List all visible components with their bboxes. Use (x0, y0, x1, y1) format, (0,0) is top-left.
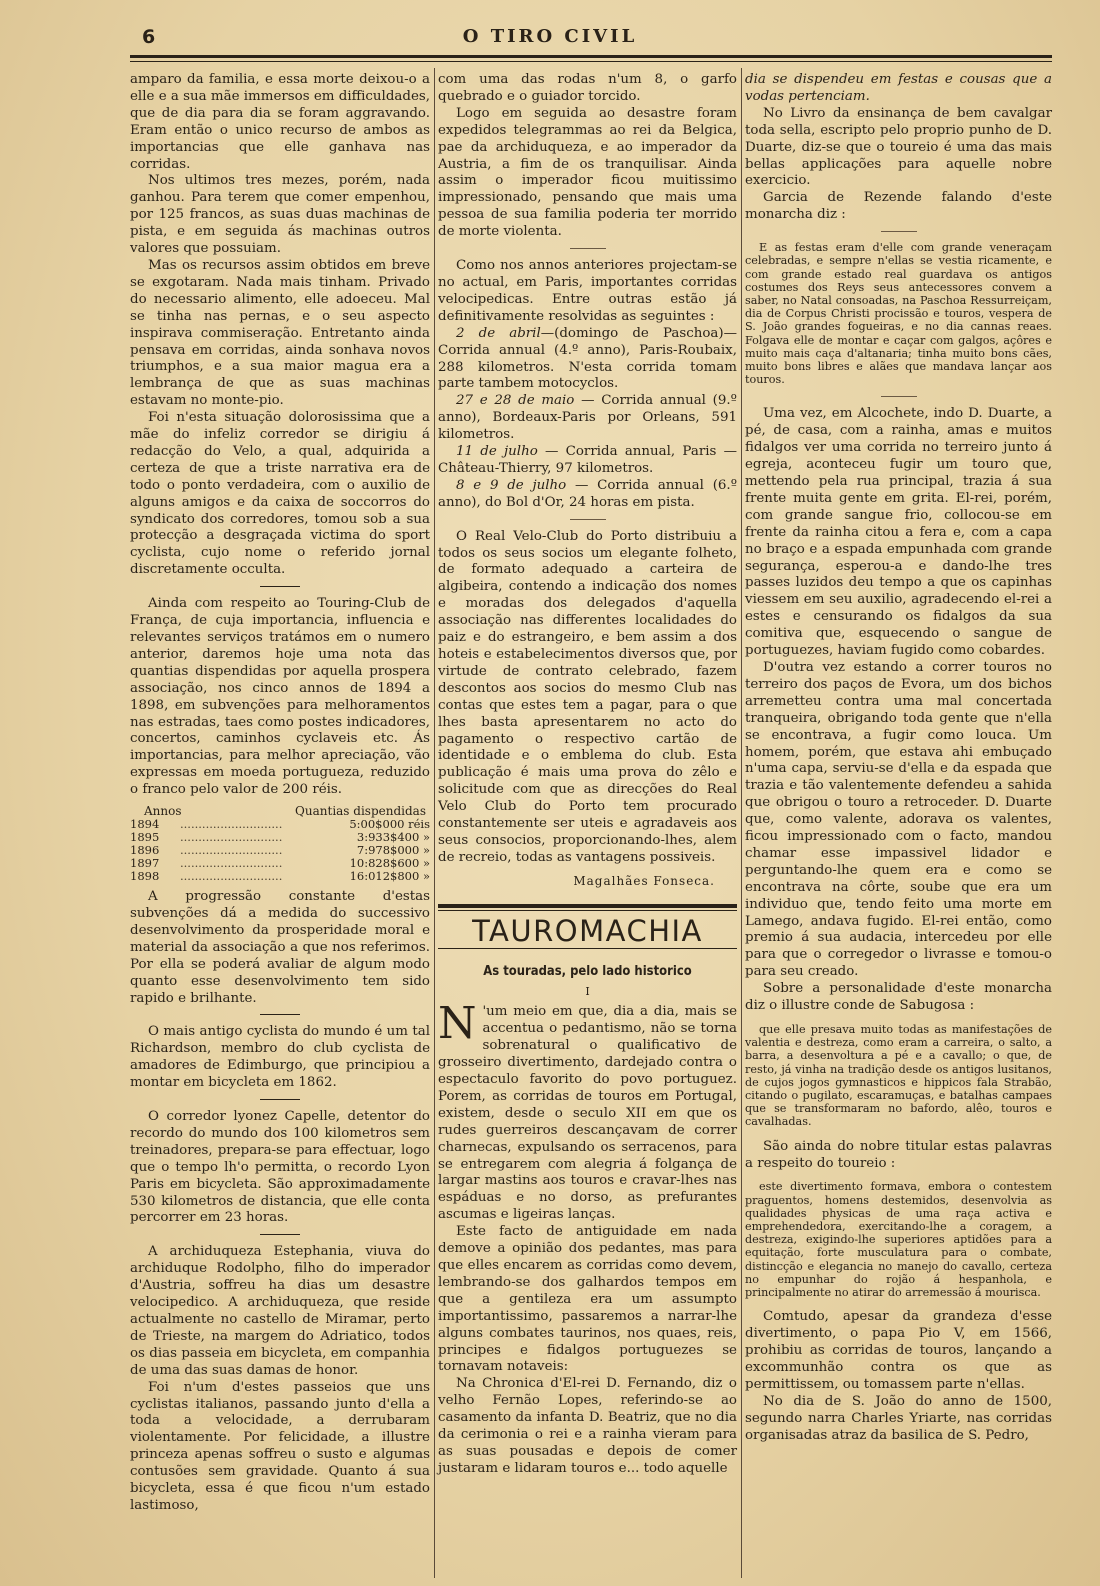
paragraph: com uma das rodas n'um 8, o garfo quebrado e o guiador torcido. (438, 72, 737, 104)
race-text: — Corrida annual, Paris — Château-Thierry, 97 kilometros. (438, 444, 738, 476)
table-cell-amount: 5:00$000 réis (349, 817, 430, 832)
paragraph: Como nos annos anteriores projectam-se no actual, em Paris, importantes corridas velocipedicas. Entre outras estão já definitivamente resolvidas as seguintes : (438, 258, 737, 324)
race-text: —(domingo de Paschoa)—Corrida annual (4.º anno), Paris-Roubaix, 288 kilometros. N'esta corrida tomam parte tambem motocyclos. (438, 325, 737, 392)
paragraph (745, 72, 1052, 106)
paragraph: Sobre a personalidade d'este monarcha diz o illustre conde de Sabugosa : (745, 981, 1052, 1014)
separator-rule (881, 231, 917, 232)
paragraph: A progressão constante d'estas subvenções dá a medida do successivo desenvolvimento da prosperidade moral e material da associação a que nos referimos. Por ella se poderá avaliar de algum modo quanto esse desenvolvimento tem sido rapido e brilhante. (130, 889, 430, 1006)
race-date: 8 e 9 de julho (456, 477, 567, 493)
paragraph: O mais antigo cyclista do mundo é um tal Richardson, membro do club cyclista de amadores de Edimburgo, que principiou a montar em bicycleta em 1862. (130, 1024, 430, 1091)
paragraph: Garcia de Rezende falando d'este monarcha diz : (745, 190, 1052, 223)
paragraph: Comtudo, apesar da grandeza d'esse divertimento, o papa Pio V, em 1566, prohibiu as corridas de touros, lançando a excommunhão contra os que as permittissem, ou tomassem parte n'ellas. (745, 1309, 1052, 1392)
header-rule (130, 55, 1052, 62)
paragraph: D'outra vez estando a correr touros no terreiro dos paços de Evora, um dos bichos arremetteu contra uma mal concertada tranqueira, obrigando toda gente que n'ella se encontrava, a fugir como louca. Um homem, porém, que estava ahi embuçado n'uma capa, serviu-se d'ella e da espada que trazia e tão valentemente defendeu a sahida que obrigou o touro a retroceder. D. Duarte que, como valente, adorava os valentes, ficou impressionado com o facto, mandou chamar esse impassivel lidador e perguntando-lhe quem era e como se encontrava na côrte, soube que era um individuo que, tendo feito uma morte em Lamego, andava fugido. El-rei então, como premio á sua audacia, intercedeu por elle para que o corregedor o livrasse e tomou-o para seu creado. (745, 659, 1052, 980)
paragraph: O corredor lyonez Capelle, detentor do recordo do mundo dos 100 kilometros sem treinadores, prepara-se para effectuar, logo que o tempo lh'o permitta, o recordo Lyon Paris em bicycleta. São approximadamente 530 kilometros de distancia, que elle conta percorrer em 23 horas. (130, 1109, 430, 1226)
separator-rule (260, 586, 300, 587)
block-quote (745, 1180, 1052, 1299)
table-cell-year: 1897 (130, 856, 160, 871)
column-1 (130, 72, 430, 1515)
table-row (130, 870, 430, 883)
table-cell-year: 1896 (130, 843, 160, 858)
paragraph: Na Chronica d'El-rei D. Fernando, diz o velho Fernão Lopes, referindo-se ao casamento da infanta D. Beatriz, que no dia da cerimonia o rei e a rainha vieram para as suas pousadas e depois de comer justaram e lidaram touros e... todo aquelle (438, 1376, 737, 1476)
race-item (438, 393, 737, 444)
table-cell-amount: 10:828$600 » (349, 856, 430, 871)
author-signature: Magalhães Fonseca. (573, 873, 715, 888)
paragraph: Ainda com respeito ao Touring-Club de França, de cuja importancia, influencia e relevantes serviços tratámos em o numero anterior, daremos hoje uma nota das quantias dispendidas por aquella prospera associação, nos cinco annos de 1894 a 1898, em subvenções para melhoramentos nas estradas, taes como postes indicadores, concertos, caminhos cyclaveis etc. Ás importancias, para melhor apreciação, vão expressas em moeda portugueza, reduzido o franco pelo valor de 200 réis. (130, 596, 430, 798)
table-header-amounts: Quantias dispendidas (295, 804, 426, 819)
subsidies-table (130, 805, 430, 883)
quote-text: que elle presava muito todas as manifestações de valentia e destreza, como eram a carreira, o salto, a barra, a desenvoltura a pé e a cavallo; o que, de resto, já vinha na tradição desde os antigos lusitanos, de cujos jogos gymnasticos e hippicos fala Strabão, citando o pugilato, escaramuças, e batalhas campaes que se transformaram no bafordo, alêo, touros e cavalhadas. (745, 1023, 1052, 1129)
paragraph-text: dia se dispendeu em festas e cousas que a vodas pertenciam. (745, 72, 1052, 104)
table-header-years: Annos (144, 804, 182, 819)
race-item (438, 444, 737, 478)
title-rule (438, 948, 737, 949)
block-quote (745, 1023, 1052, 1129)
separator-rule (881, 396, 917, 397)
quote-text: E as festas eram d'elle com grande veneraçam celebradas, e sempre n'ellas se vestia ricamente, e com grande estado real guardava os antigos costumes dos Reys seus antecessores convem a saber, no Natal consoadas, na Paschoa Ressurreiçam, dia de Corpus Christi procissão e touros, vespera de S. João grandes fogueiras, e no dia cannas reaes. Folgava elle de montar e caçar com galgos, açôres e muito mais caça d'altanaria; tinha muito bons cães, muito bons libres e alães que mandava lançar aos touros. (745, 241, 1052, 387)
section-title: TAUROMACHIA (472, 913, 703, 948)
race-item (438, 478, 737, 512)
table-cell-dots: ............................ (180, 870, 283, 884)
table-cell-amount: 3:933$400 » (356, 830, 430, 845)
column-divider (434, 68, 435, 1578)
column-3 (745, 72, 1052, 1445)
drop-cap: N (438, 998, 477, 1050)
block-quote (745, 241, 1052, 386)
paragraph: Foi n'esta situação dolorosissima que a mãe do infeliz corredor se dirigiu á redacção do Velo, a qual, adquirida a certeza de que a triste narrativa era de todo o ponto verdadeira, com o auxilio de alguns amigos e da caixa de soccorros do syndicato dos corredores, tomou sob a sua protecção a desgraçada victima do sport cyclista, cujo nome o referido jornal discretamente occulta. (130, 410, 430, 578)
quote-text: este divertimento formava, embora o contestem praguentos, homens destemidos, desenvolvia as qualidades physicas de uma raça activa e emprehendedora, exercitando-lhe a coragem, a destreza, exigindo-lhe superiores aptidões para a equitação, forte musculatura para o combate, distincção e elegancia no manejo do cavallo, certeza no empunhar do rojão á hespanhola, e principalmente no atirar do arremessão á mourisca. (745, 1180, 1052, 1300)
separator-rule (260, 1234, 300, 1235)
table-cell-amount: 16:012$800 » (349, 869, 430, 884)
race-date: 2 de abril (456, 325, 541, 341)
paragraph: Foi n'um d'estes passeios que uns cyclistas italianos, passando junto d'ella a toda a velocidade, a derrubaram violentamente. Por felicidade, a illustre princeza apenas soffreu o susto e algumas contusões sem gravidade. Quanto á sua bicycleta, essa é que ficou n'um estado lastimoso, (130, 1379, 430, 1513)
separator-rule (260, 1014, 300, 1015)
paragraph: Este facto de antiguidade em nada demove a opinião dos pedantes, mas para que elles encarem as corridas como devem, lembrando-se dos galhardos tempos em que a gentileza era um assumpto importantissimo, passaremos a narrar-lhe alguns combates taurinos, nos quaes, reis, principes e fidalgos portuguezes se tornavam notaveis: (438, 1224, 737, 1375)
race-item (438, 326, 737, 394)
paragraph: No dia de S. João do anno de 1500, segundo narra Charles Yriarte, nas corridas organisadas atraz da basilica de S. Pedro, (745, 1393, 1052, 1443)
paragraph: A archiduqueza Estephania, viuva do archiduque Rodolpho, filho do imperador d'Austria, soffreu ha dias um desastre velocipedico. A archiduqueza, que reside actualmente no castello de Miramar, perto de Trieste, na margem do Adriatico, todos os dias passeia em bicycleta, em companhia de uma das suas damas de honor. (130, 1244, 430, 1378)
separator-rule (570, 519, 606, 520)
paragraph: Nos ultimos tres mezes, porém, nada ganhou. Para terem que comer empenhou, por 125 francos, as suas duas machinas de pista, e em seguida ás machinas outros valores que possuiam. (130, 173, 430, 257)
table-cell-year: 1895 (130, 830, 160, 845)
paragraph: São ainda do nobre titular estas palavras a respeito do toureio : (745, 1138, 1052, 1171)
race-text: — Corrida annual (6.º anno), do Bol d'Or, 24 horas em pista. (438, 477, 737, 510)
table-cell-year: 1894 (130, 817, 160, 832)
table-cell-dots: ............................ (180, 831, 283, 845)
section-rule (438, 904, 737, 911)
part-number: I (585, 984, 590, 998)
paragraph: amparo da familia, e essa morte deixou-o a elle e a sua mãe immersos em difficuldades, que de dia para dia se foram aggravando. Eram então o unico recurso de ambos as importancias que elle ganhava nas corridas. (130, 72, 430, 172)
race-date: 11 de julho (456, 444, 538, 460)
table-cell-amount: 7:978$000 » (356, 843, 430, 858)
article-subheading: As touradas, pelo lado historico (483, 962, 692, 979)
paragraph: O Real Velo-Club do Porto distribuiu a todos os seus socios um elegante folheto, de formato adequado a carteira de algibeira, contendo a indicação dos nomes e moradas dos delegados d'aquella associação nas differentes localidades do paiz e do estrangeiro, e bem assim a dos hoteis e estabelecimentos diversos que, por virtude de contrato celebrado, fazem descontos aos socios do mesmo Club nas contas que estes tem a pagar, para o que lhes basta apresentarem no acto do pagamento o respectivo cartão de identidade e o emblema do club. Esta publicação é mais uma prova do zêlo e solicitude com que as direcções do Real Velo Club do Porto tem procurado constantemente ser uteis e agradaveis aos seus consocios, proporcionando-lhes, alem de recreio, todas as vantagens possiveis. (438, 528, 737, 865)
page-number: 6 (142, 26, 156, 48)
column-2 (438, 72, 737, 1478)
paragraph: Mas os recursos assim obtidos em breve se exgotaram. Nada mais tinham. Privado do necessario alimento, elle adoeceu. Mal se tinha nas pernas, e o seu aspecto inspirava commiseração. Entretanto ainda pensava em corridas, ainda sonhava novos triumphos, e a sua maior magua era a lembrança de que as suas machinas estavam no monte-pio. (130, 257, 430, 409)
separator-rule (260, 1099, 300, 1100)
paragraph-text: 'um meio em que, dia a dia, mais se accentua o pedantismo, não se torna sobrenatural o qualificativo de grosseiro divertimento, dardejado contra o espectaculo favorito do povo portuguez. Porem, as corridas de touros em Portugal, existem, desde o seculo XII em que os rudes guerreiros descançavam de correr charnecas, expulsando os serracenos, para se entregarem com alegria á folgança de largar mastins aos touros e cravar-lhes nas espáduas e no dorso, as prefurantes ascumas e ligeiras lanças. (438, 1004, 737, 1223)
paragraph: Uma vez, em Alcochete, indo D. Duarte, a pé, de casa, com a rainha, amas e muitos fidalgos ver uma corrida no terreiro junto á egreja, aconteceu fugir um touro que, mettendo pela rua principal, trazia á sua frente muita gente em grita. El-rei, porém, com grande sangue frio, collocou-se em frente da rainha citou a fera e, com a capa no braço e a espada empunhada com grande segurança, esperou-a e dando-lhe tres passes luzidos deu tempo a que os capinhas viessem em seu auxilio, agradecendo el-rei a estes e censurando os fidalgos da sua comitiva que, esquecendo o sangue de portuguezes, haviam fugido como cobardes. (745, 406, 1052, 659)
race-date: 27 e 28 de maio (456, 393, 575, 409)
paragraph: No Livro da ensinança de bem cavalgar toda sella, escripto pelo proprio punho de D. Duarte, diz-se que o toureio é uma das mais bellas applicações para aquelle nobre exercicio. (745, 105, 1052, 189)
race-text: — Corrida annual (9.º anno), Bordeaux-Paris por Orleans, 591 kilometros. (438, 393, 737, 443)
table-cell-dots: ............................ (180, 844, 283, 858)
masthead: O TIRO CIVIL (462, 26, 638, 47)
paragraph (438, 998, 737, 1224)
column-divider (741, 68, 742, 1578)
paragraph: Logo em seguida ao desastre foram expedidos telegrammas ao rei da Belgica, pae da archiduqueza, e ao imperador da Austria, a fim de os tranquilisar. Ainda assim o imperador ficou muitissimo impressionado, pensando que mais uma pessoa de sua familia poderia ter morrido de morte violenta. (438, 105, 737, 240)
separator-rule (570, 248, 606, 249)
table-cell-dots: ............................ (180, 857, 283, 871)
table-cell-year: 1898 (130, 869, 160, 884)
table-cell-dots: ............................ (180, 818, 283, 832)
